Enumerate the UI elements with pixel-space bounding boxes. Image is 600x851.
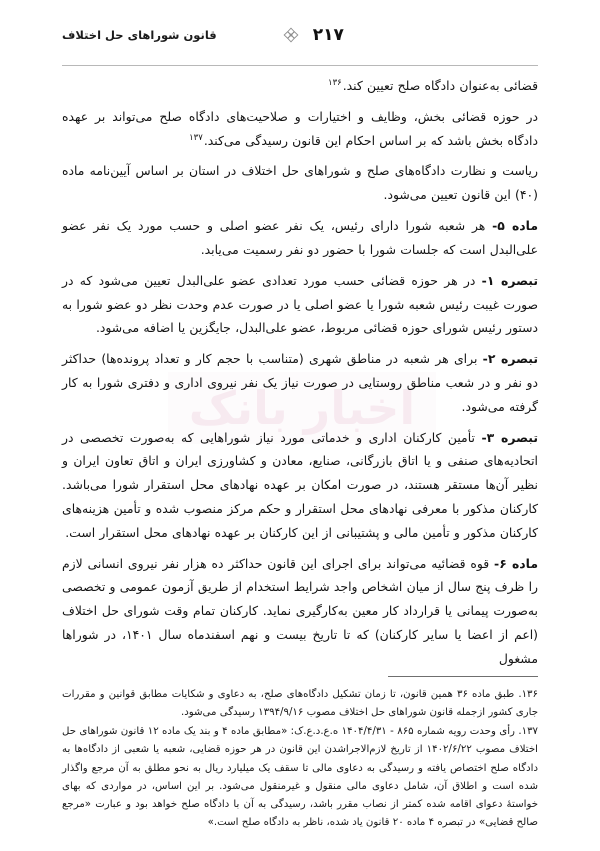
paragraph (62, 74, 538, 98)
article-label: ماده ۶- (494, 555, 538, 571)
footnote-item (62, 686, 538, 722)
watermark-text: اخبار بانک (188, 381, 416, 435)
footnote-divider (388, 676, 538, 677)
paragraph-text: برای هر شعبه در مناطق شهری (متناسب با حجم کار و تعداد پرونده‌ها) حداکثر دو نفر و در شعب مناطق روستایی در صورت نیاز یک نفر نیروی اداری و دفتری شورا به کار گرفته می‌شود. (62, 351, 538, 414)
diamond-ornament-icon (283, 27, 299, 43)
footnote-number: ۱۳۷. (518, 726, 539, 738)
footnote-reference[interactable]: ۱۳۶ (328, 77, 342, 88)
page-number: ۲۱۷ (312, 25, 344, 45)
paragraph-text: تأمین کارکنان اداری و خدماتی مورد نیاز شوراهایی که به‌صورت تخصصی در اتحادیه‌های صنفی و یا اتاق بازرگانی، صنایع، معادن و کشاورزی ایران و اتاق تعاون ایران و نظیر آن‌ها مستقر هستند، در صورت امکان بر عهده نهادهای محل استقرار شورا می‌باشد. کارکنان مذکور با معرفی نهادهای محل استقرار و حکم مرکز منصوب شده و تأمین هزینه‌های کارکنان مذکور و تأمین مالی و پشتیبانی از این کارکنان بر عهده نهادهای محل استقرار است. (62, 429, 538, 540)
note-label: تبصره ۳- (481, 429, 538, 445)
footnote-item (62, 723, 538, 832)
paragraph-text: ریاست و نظارت دادگاه‌های صلح و شوراهای حل اختلاف در استان بر اساس آیین‌نامه ماده (۴۰) این قانون تعیین می‌شود. (62, 163, 538, 203)
paragraph-text: هر شعبه شورا دارای رئیس، یک نفر عضو اصلی و حسب مورد یک نفر عضو علی‌البدل است که جلسات شورا با حضور دو نفر رسمیت می‌یابد. (62, 218, 538, 257)
article-label: ماده ۵- (492, 218, 538, 234)
paragraph-article-5 (62, 214, 538, 262)
body-text (62, 74, 538, 671)
paragraph-text: قوه قضائیه می‌تواند برای اجرای این قانون حداکثر ده هزار نفر نیروی انسانی لازم را ظرف پنج سال از میان اشخاص واجد شرایط استخدام از طریق آزمون عمومی و تخصصی به‌صورت پیمانی یا قرارداد کار معین به‌کارگیری نماید. کارکنان تمام وقت شورای حل اختلاف (اعم از اعضا یا سایر کارکنان) که تا تاریخ بیست و نهم اسفندماه سال ۱۴۰۱، در شوراها مشغول (62, 555, 539, 666)
page-header-title: قانون شوراهای حل اختلاف (62, 28, 217, 42)
paragraph (62, 105, 538, 153)
paragraph-text: در هر حوزه قضائی حسب مورد تعدادی عضو علی‌البدل تعیین می‌شود که در صورت غیبت رئیس شعبه شورا یا عضو اصلی یا در صورت عدم وحدت نظر دو عضو شورا به دستور رئیس شورای حوزه قضائی مربوط، عضو علی‌البدل، جایگزین یا اضافه می‌شود. (62, 272, 538, 336)
paragraph-article-6 (62, 552, 538, 671)
header-divider (62, 65, 538, 66)
footnote-reference[interactable]: ۱۳۷ (189, 132, 203, 143)
page-header (62, 22, 538, 48)
paragraph-note-2 (62, 347, 538, 418)
note-label: تبصره ۱- (481, 272, 538, 288)
paragraph-note-3 (62, 426, 538, 545)
footnote-text: رأی وحدت رویه شماره ۸۶۵ - ۱۴۰۴/۴/۳۱ ه.ع.د.ع.ک: «مطابق ماده ۴ و بند یک ماده ۱۲ قانون شوراهای حل اختلاف مصوب ۱۴۰۲/۶/۲۲ از تاریخ لازم‌الاجراشدن این قانون در هر حوزه قضایی، شعبه یا شعبی از دادگاه‌ها به دادگاه صلح اختصاص یافته و رسیدگی به دعاوی مالی تا سقف یک میلیارد ریال به نحو مطلق به آن مرجع واگذار شده است و اطلاق آن، شامل دعاوی مالی منقول و غیرمنقول می‌شود. بر این اساس، در مواردی که بهای خواستهٔ دعوای اقامه شده کمتر از نصاب مقرر باشد، رسیدگی به آن با دادگاه صلح خواهد بود و عبارت «مرجع صالح قضایی» در تبصره ۴ ماده ۲۰ قانون یاد شده، ناظر به دادگاه صلح است.» (62, 726, 538, 829)
paragraph (62, 159, 538, 207)
footnote-block (62, 686, 538, 833)
paragraph-note-1 (62, 269, 538, 340)
footnote-number: ۱۳۶. (518, 689, 538, 700)
paragraph-text: در حوزه قضائی بخش، وظایف و اختیارات و صلاحیت‌های دادگاه صلح می‌تواند بر عهده دادگاه بخش باشد که بر اساس احکام این قانون رسیدگی می‌کند. (62, 108, 538, 148)
paragraph-text: قضائی به‌عنوان دادگاه صلح تعیین کند. (342, 78, 538, 93)
note-label: تبصره ۲- (482, 351, 538, 367)
footnote-text: طبق ماده ۳۶ همین قانون، تا زمان تشکیل دادگاه‌های صلح، به دعاوی و شکایات مطابق قوانین و مقررات جاری کشور ازجمله قانون شوراهای حل اختلاف مصوب ۱۳۹۴/۹/۱۶ رسیدگی می‌شود. (62, 689, 538, 719)
